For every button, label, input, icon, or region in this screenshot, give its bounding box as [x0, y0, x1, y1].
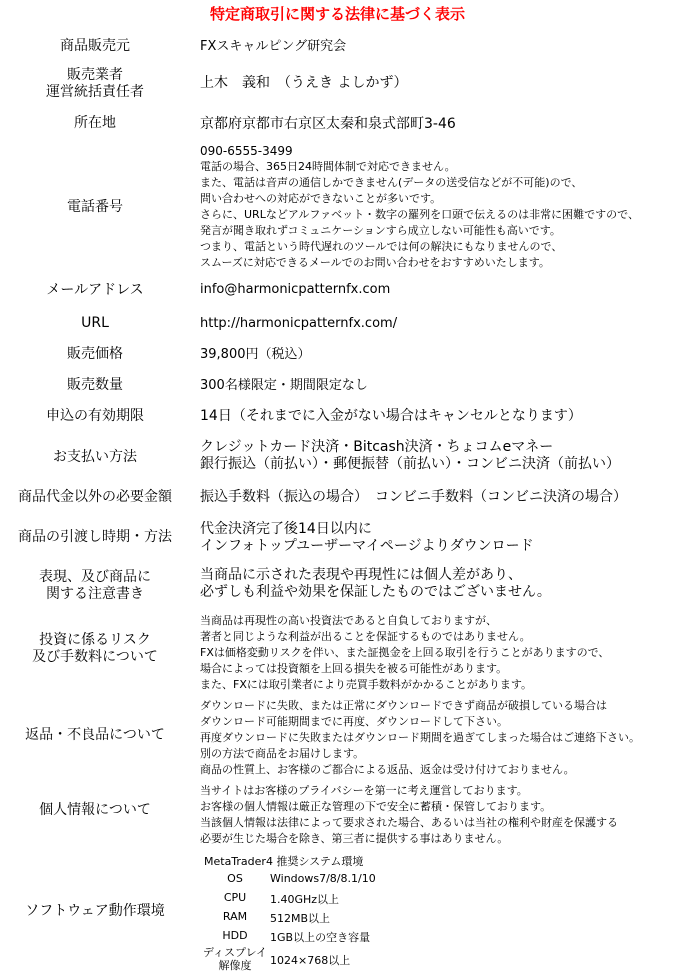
value-line: ダウンロード可能期間までに再度、ダウンロードして下さい。	[200, 715, 508, 728]
value-line: 著者と同じような利益が出ることを保証するものではありません。	[200, 630, 531, 643]
value-line: 当商品に示された表現や再現性には個人差があり、	[200, 567, 522, 583]
value-quantity	[200, 378, 670, 394]
label-line: 販売価格	[67, 346, 123, 362]
label-investment-risk	[0, 632, 190, 666]
spec-value: Windows7/8/8.1/10	[270, 872, 376, 885]
label-email	[0, 282, 190, 299]
value-line: 電話の場合、365日24時間体制で対応できません。	[200, 160, 456, 173]
spec-value: 1GB以上の空き容量	[270, 931, 371, 944]
spec-key-line: RAM	[222, 910, 248, 923]
value-line: スムーズに対応できるメールでのお問い合わせをおすすめいたします。	[200, 256, 550, 269]
value-investment-risk	[200, 613, 670, 693]
value-line: 別の方法で商品をお届けします。	[200, 747, 365, 760]
label-line: お支払い方法	[53, 449, 137, 465]
label-line: 電話番号	[67, 199, 123, 215]
value-line: 振込手数料（振込の場合） コンビニ手数料（コンビニ決済の場合）	[200, 489, 627, 505]
label-business-operator	[0, 67, 190, 101]
value-payment-method	[200, 439, 670, 473]
spec-key	[196, 872, 274, 885]
value-line: 商品の性質上、お客様のご都合による返品、返金は受け付けておりません。	[200, 763, 575, 776]
value-line: 当該個人情報は法律によって要求された場合、あるいは当社の権利や財産を保護する	[200, 816, 618, 829]
value-line: インフォトップユーザーマイページよりダウンロード	[200, 538, 534, 554]
label-line: 投資に係るリスク	[39, 632, 151, 648]
label-additional-fees	[0, 489, 190, 506]
value-line: さらに、URLなどアルファベット・数字の羅列を口頭で伝えるのは非常に困難ですので、	[200, 208, 639, 221]
value-line: FXは価格変動リスクを伴い、また証拠金を上回る取引を行うことがありますので、	[200, 646, 610, 659]
value-email[interactable]	[200, 282, 670, 298]
value-seller	[200, 39, 670, 55]
value-privacy	[200, 783, 670, 847]
value-line: お客様の個人情報は厳正な管理の下で安全に蓄積・保管しております。	[200, 800, 552, 813]
spec-value: 1.40GHz以上	[270, 893, 340, 906]
label-line: 返品・不良品について	[25, 727, 165, 743]
label-returns	[0, 727, 190, 744]
value-line: 代金決済完了後14日以内に	[200, 521, 372, 537]
label-expression-notice	[0, 569, 190, 603]
value-line: 必要が生じた場合を除き、第三者に提供する事はありません。	[200, 832, 509, 845]
value-line: 上木 義和 （うえき よしかず）	[200, 75, 408, 91]
spec-key-line: OS	[227, 872, 243, 885]
spec-key	[196, 929, 274, 942]
label-line: 関する注意書き	[46, 586, 144, 602]
value-line: また、FXには取引業者により売買手数料がかかることがあります。	[200, 678, 532, 691]
value-line: 問い合わせへの対応ができないことが多いです。	[200, 192, 442, 205]
value-line: また、電話は音声の通信しかできません(データの送受信などが不可能)ので、	[200, 176, 583, 189]
label-phone	[0, 199, 190, 216]
label-line: メールアドレス	[46, 282, 144, 298]
label-line: 販売数量	[67, 377, 123, 393]
label-software-requirements	[0, 903, 190, 920]
label-application-deadline	[0, 408, 190, 425]
value-returns	[200, 698, 670, 778]
label-line: 商品代金以外の必要金額	[18, 489, 172, 505]
label-line: 表現、及び商品に	[39, 569, 151, 585]
label-line: 販売業者	[67, 67, 123, 83]
label-seller	[0, 38, 190, 55]
value-line: 14日（それまでに入金がない場合はキャンセルとなります）	[200, 408, 582, 424]
spec-value: 1024×768以上	[270, 954, 351, 967]
spec-key-line: ディスプレイ	[202, 946, 268, 959]
label-quantity	[0, 377, 190, 394]
value-phone	[200, 143, 670, 271]
label-line: 商品の引渡し時期・方法	[18, 529, 172, 545]
spec-row-cpu	[196, 891, 496, 909]
spec-key-line: CPU	[223, 891, 247, 904]
value-line: 京都府京都市右京区太秦和泉式部町3-46	[200, 116, 456, 132]
label-line: 個人情報について	[39, 802, 151, 818]
label-line: ソフトウェア動作環境	[25, 903, 165, 919]
label-price	[0, 346, 190, 363]
value-additional-fees	[200, 489, 670, 506]
value-line: つまり、電話という時代遅れのツールでは何の解決にもなりませんので、	[200, 240, 563, 253]
spec-key-line: HDD	[222, 929, 248, 942]
label-line: 所在地	[74, 115, 116, 131]
value-line: 39,800円（税込）	[200, 347, 311, 362]
spec-row-display	[196, 946, 496, 972]
label-url	[0, 315, 190, 332]
value-line: ダウンロードに失敗、または正常にダウンロードできず商品が破損している場合は	[200, 699, 607, 712]
value-application-deadline	[200, 408, 670, 425]
spec-key	[196, 946, 274, 972]
phone-number: 090-6555-3499	[200, 144, 293, 158]
value-line: 当商品は再現性の高い投資法であると自負しておりますが、	[200, 614, 497, 627]
url-link[interactable]: http://harmonicpatternfx.com/	[200, 316, 398, 331]
spec-key	[196, 891, 274, 904]
system-requirements-header: MetaTrader4 推奨システム環境	[204, 855, 364, 868]
value-line: 300名様限定・期間限定なし	[200, 378, 368, 393]
spec-row-os	[196, 872, 496, 890]
spec-row-ram	[196, 910, 496, 928]
label-line: 及び手数料について	[32, 649, 158, 665]
page-title: 特定商取引に関する法律に基づく表示	[209, 5, 465, 23]
spec-value: 512MB以上	[270, 912, 331, 925]
value-line: クレジットカード決済・Bitcash決済・ちょコムeマネー	[200, 439, 554, 455]
value-business-operator	[200, 75, 670, 92]
label-line: 商品販売元	[60, 38, 130, 54]
email-link[interactable]: info@harmonicpatternfx.com	[200, 282, 391, 297]
value-address	[200, 116, 670, 133]
value-line: 必ずしも利益や効果を保証したものではございません。	[200, 584, 551, 600]
value-line: 再度ダウンロードに失敗またはダウンロード期間を過ぎてしまった場合はご連絡下さい。	[200, 731, 640, 744]
label-privacy	[0, 802, 190, 819]
spec-row-hdd	[196, 929, 496, 947]
spec-key-line: 解像度	[218, 959, 252, 972]
value-price	[200, 347, 670, 363]
label-delivery	[0, 529, 190, 546]
label-line: URL	[81, 315, 109, 331]
label-address	[0, 115, 190, 132]
label-line: 申込の有効期限	[46, 408, 144, 424]
value-line: 当サイトはお客様のプライバシーを第一に考え運営しております。	[200, 784, 528, 797]
value-line: 場合によっては投資額を上回る損失を被る可能性があります。	[200, 662, 508, 675]
value-delivery	[200, 521, 670, 555]
value-url[interactable]	[200, 316, 670, 332]
value-expression-notice	[200, 567, 670, 601]
value-line: FXスキャルピング研究会	[200, 39, 347, 54]
label-line: 運営統括責任者	[46, 84, 144, 100]
value-line: 銀行振込（前払い）・郵便振替（前払い）・コンビニ決済（前払い）	[200, 456, 620, 472]
label-payment-method	[0, 449, 190, 466]
value-line: 発言が聞き取れずコミュニケーションすら成立しない可能性も高いです。	[200, 224, 561, 237]
spec-key	[196, 910, 274, 923]
